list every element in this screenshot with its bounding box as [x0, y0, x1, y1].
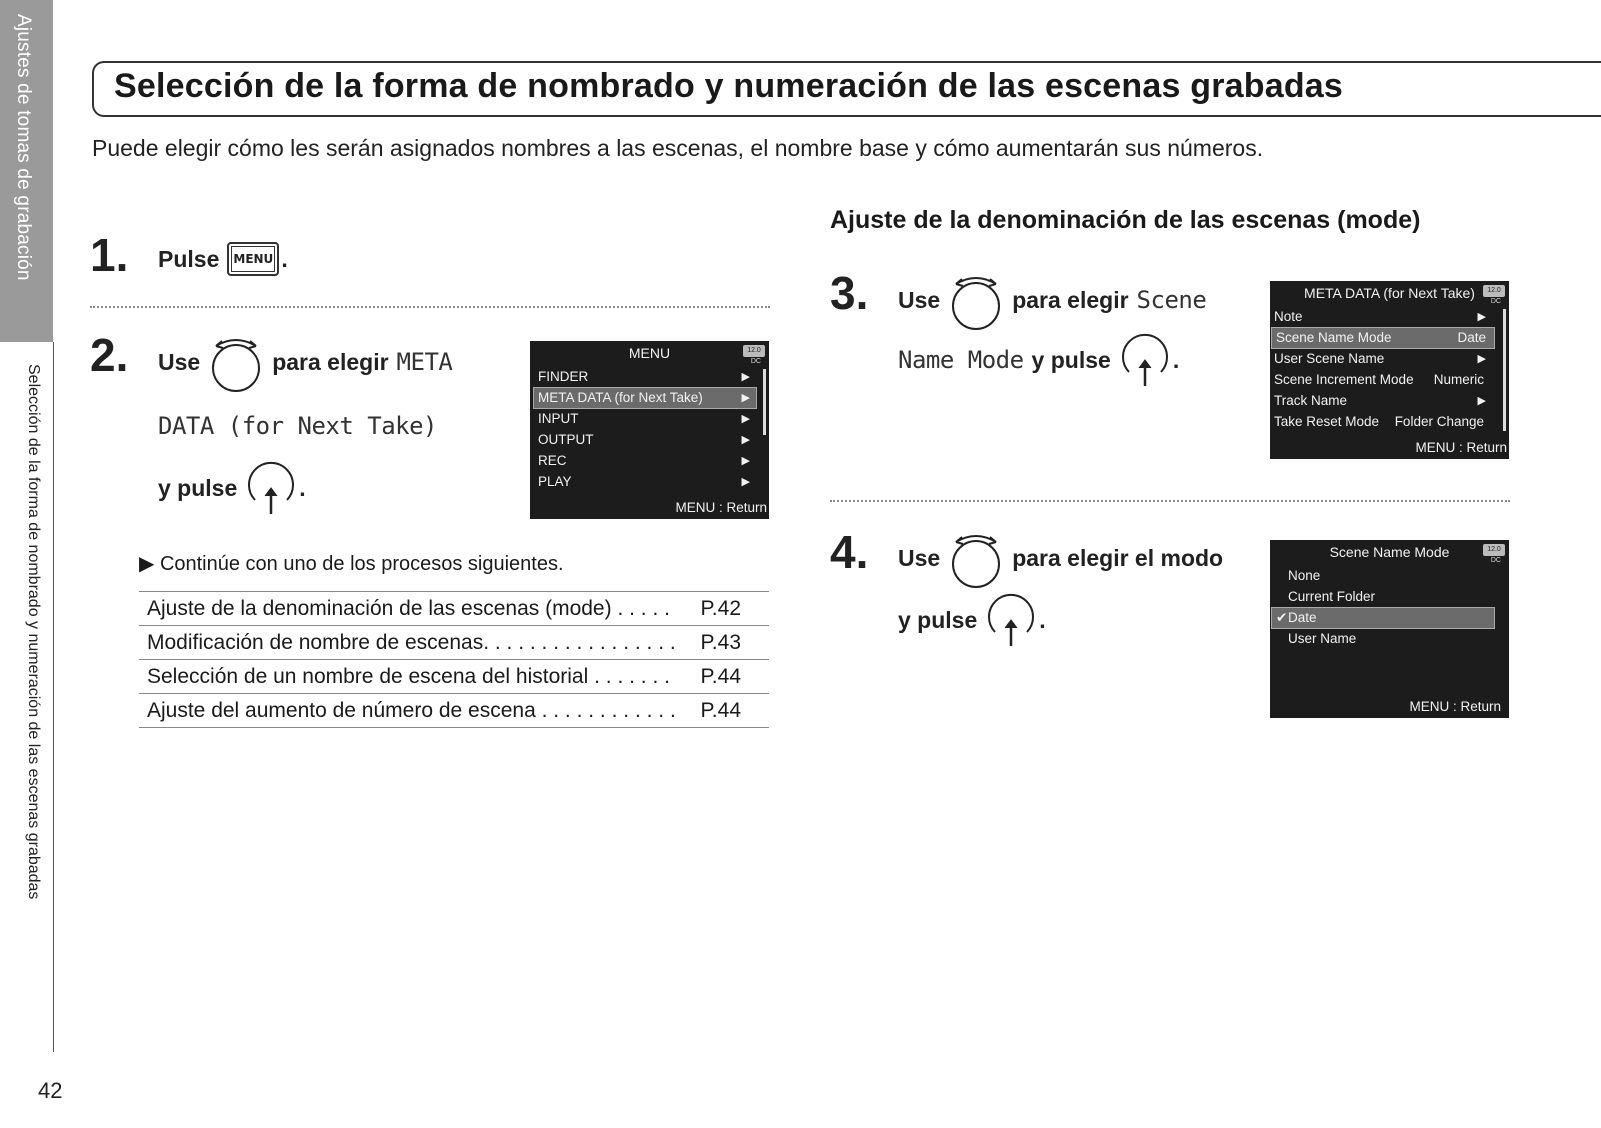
- meta-row-note[interactable]: Note ▶: [1270, 307, 1492, 327]
- meta-row-scene-increment-mode[interactable]: Scene Increment Mode Numeric: [1274, 372, 1484, 387]
- step-4-line-1: [898, 532, 1223, 584]
- step-1-label: Pulse: [158, 245, 220, 272]
- mode-option-date[interactable]: ✔Date: [1272, 608, 1494, 628]
- menu-screen: [530, 341, 769, 519]
- menu-item-rec[interactable]: REC ▶: [534, 451, 756, 471]
- menu-item-meta-data[interactable]: META DATA (for Next Take) ▶: [534, 388, 756, 408]
- push-dial-icon: [1119, 332, 1171, 388]
- chapter-tab-label: Ajustes de tomas de grabación: [13, 14, 34, 281]
- checkmark-icon: ✔: [1276, 610, 1288, 625]
- meta-row-take-reset-mode[interactable]: Take Reset Mode Folder Change: [1274, 414, 1484, 429]
- page-number: 42: [38, 1078, 63, 1103]
- separator: [90, 306, 770, 308]
- meta-screen-title: META DATA (for Next Take): [1304, 285, 1475, 301]
- section-heading: Ajuste de la denominación de las escenas (mode): [830, 206, 1421, 234]
- meta-return-hint: MENU : Return: [1415, 440, 1507, 455]
- table-row[interactable]: Ajuste del aumento de número de escena . . . . . . . . . . . . P.44: [139, 693, 769, 728]
- menu-item-play[interactable]: PLAY ▶: [534, 472, 756, 492]
- step-1-end: .: [281, 245, 288, 272]
- step-3-line-2: [898, 332, 1179, 388]
- step-2-push: y pulse: [158, 474, 238, 501]
- meta-row-user-scene-name[interactable]: User Scene Name ▶: [1270, 349, 1492, 369]
- battery-icon: 12.0: [1483, 285, 1505, 297]
- table-row[interactable]: Modificación de nombre de escenas. . . . . . . . . . . . . . . . . P.43: [139, 625, 769, 659]
- separator: [830, 500, 1510, 502]
- intro-text: Puede elegir cómo les serán asignados nombres a las escenas, el nombre base y cómo aumentarán sus números.: [92, 135, 1264, 161]
- step-2-end: .: [299, 474, 306, 501]
- step-3-value-a: Scene: [1136, 286, 1207, 314]
- mode-option-user-name[interactable]: User Name: [1288, 631, 1357, 646]
- dc-label: DC: [750, 358, 761, 365]
- step-3-value-b: Name Mode: [898, 346, 1024, 374]
- menu-item-finder[interactable]: FINDER ▶: [534, 367, 756, 387]
- section-side-label: Selección de la forma de nombrado y numeración de las escenas grabadas: [25, 364, 42, 900]
- push-dial-icon: [245, 460, 297, 516]
- menu-item-input[interactable]: INPUT ▶: [534, 409, 756, 429]
- step-3-use: Use: [898, 286, 941, 313]
- chevron-right-icon: ▶: [741, 413, 750, 425]
- meta-data-screen: [1270, 281, 1509, 459]
- step-1-text: [158, 242, 288, 276]
- chevron-right-icon: ▶: [741, 371, 750, 383]
- step-4-choose: para elegir el modo: [1012, 544, 1224, 571]
- side-divider: [53, 342, 54, 1052]
- chevron-right-icon: ▶: [1477, 353, 1486, 365]
- push-dial-icon: [985, 592, 1037, 648]
- step-3-push: y pulse: [1031, 346, 1111, 373]
- step-4-number: 4.: [830, 526, 869, 578]
- chevron-right-icon: ▶: [1477, 395, 1486, 407]
- dc-label: DC: [1490, 298, 1501, 305]
- mode-return-hint: MENU : Return: [1409, 699, 1501, 714]
- step-1-number: 1.: [90, 229, 129, 281]
- chapter-tab: [0, 0, 53, 342]
- continue-note: ▶ Continúe con uno de los procesos siguientes.: [139, 553, 564, 575]
- step-2-number: 2.: [90, 329, 129, 381]
- step-3-line-1: [898, 274, 1206, 326]
- rotate-dial-icon: [950, 274, 1002, 326]
- step-2-value-b: DATA (for Next Take): [158, 412, 437, 440]
- step-2-line-3: [158, 460, 306, 516]
- page-ref[interactable]: P.44: [700, 699, 741, 722]
- menu-key-icon: MENU: [227, 242, 279, 276]
- menu-item-output[interactable]: OUTPUT ▶: [534, 430, 756, 450]
- chevron-right-icon: ▶: [741, 392, 750, 404]
- menu-return-hint: MENU : Return: [675, 500, 767, 515]
- mode-option-current-folder[interactable]: Current Folder: [1288, 589, 1376, 604]
- chevron-right-icon: ▶: [741, 476, 750, 488]
- table-row[interactable]: Ajuste de la denominación de las escenas (mode) . . . . . P.42: [139, 591, 769, 625]
- step-2-value-a: META: [396, 348, 453, 376]
- step-2-choose: para elegir: [272, 348, 389, 375]
- meta-row-scene-name-mode[interactable]: Scene Name Mode Date: [1272, 328, 1494, 348]
- table-row[interactable]: Selección de un nombre de escena del historial . . . . . . . P.44: [139, 659, 769, 693]
- rotate-dial-icon: [210, 336, 262, 388]
- step-2-line-1: [158, 336, 452, 388]
- step-2-use: Use: [158, 348, 201, 375]
- scene-name-mode-screen: [1270, 540, 1509, 718]
- page-title: Selección de la forma de nombrado y numeración de las escenas grabadas: [114, 67, 1344, 105]
- meta-row-track-name[interactable]: Track Name ▶: [1270, 391, 1492, 411]
- step-3-number: 3.: [830, 267, 869, 319]
- step-4-end: .: [1039, 606, 1046, 633]
- mode-option-none[interactable]: None: [1288, 568, 1321, 583]
- scrollbar[interactable]: [1503, 309, 1506, 431]
- step-4-push: y pulse: [898, 606, 978, 633]
- dc-label: DC: [1490, 557, 1501, 564]
- page-ref[interactable]: P.43: [700, 631, 741, 654]
- battery-icon: 12.0: [743, 345, 765, 357]
- chevron-right-icon: ▶: [741, 434, 750, 446]
- step-4-use: Use: [898, 544, 941, 571]
- step-3-end: .: [1172, 346, 1180, 373]
- mode-screen-title: Scene Name Mode: [1329, 544, 1450, 560]
- menu-screen-title: MENU: [628, 345, 671, 361]
- scrollbar[interactable]: [763, 369, 766, 435]
- step-4-line-2: [898, 592, 1046, 648]
- reference-table: [139, 591, 769, 728]
- step-3-choose: para elegir: [1012, 286, 1129, 313]
- chevron-right-icon: ▶: [1477, 311, 1486, 323]
- rotate-dial-icon: [950, 532, 1002, 584]
- battery-icon: 12.0: [1483, 544, 1505, 556]
- chevron-right-icon: ▶: [741, 455, 750, 467]
- page-ref[interactable]: P.44: [700, 665, 741, 688]
- page-ref[interactable]: P.42: [700, 597, 741, 620]
